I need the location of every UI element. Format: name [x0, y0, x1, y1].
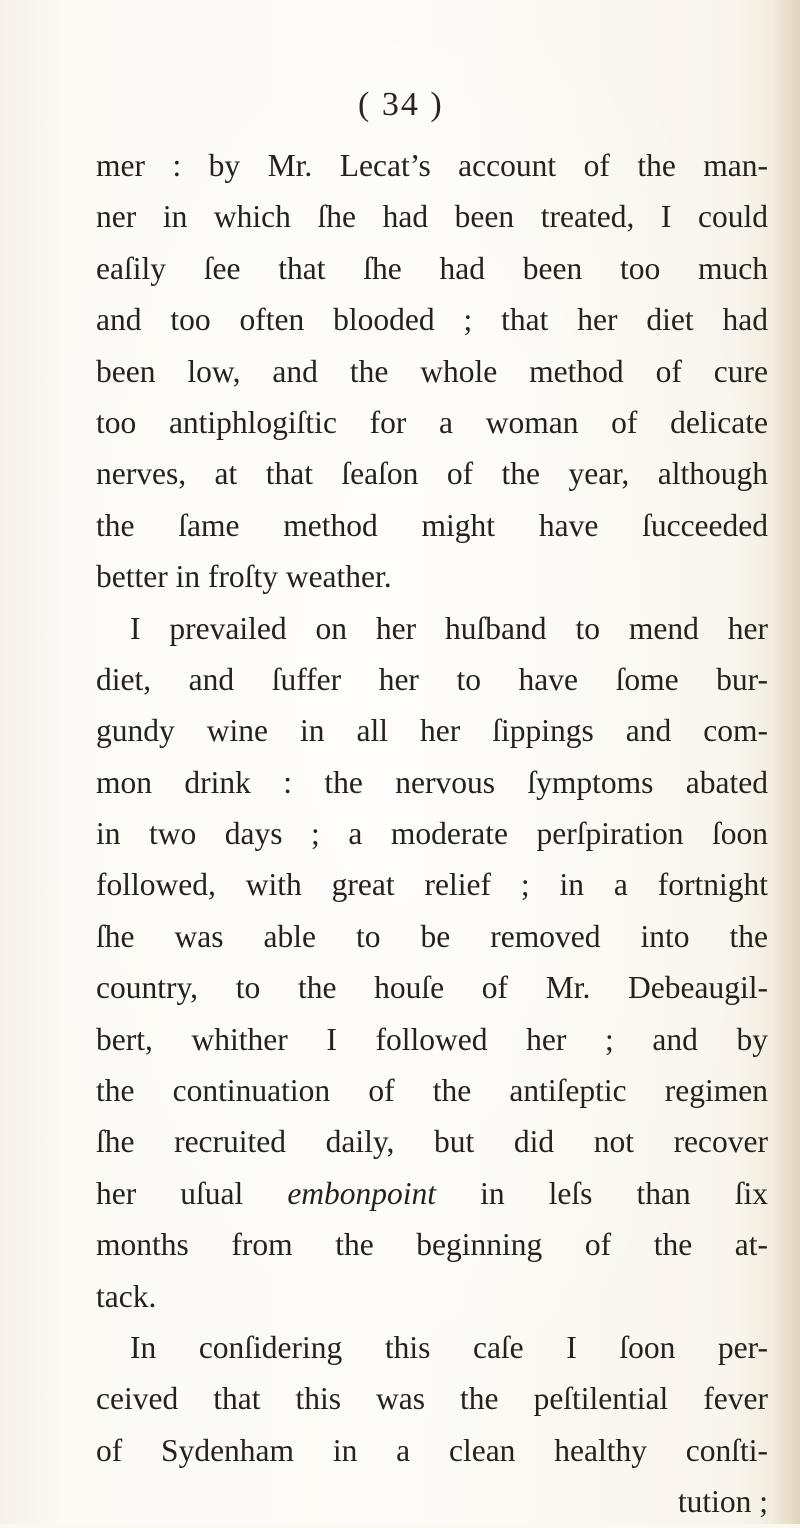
- text-line-14: in two days ; a moderate perſpiration ſoon: [96, 816, 768, 852]
- text-line-3: eaſily ſee that ſhe had been too much: [96, 250, 768, 286]
- text-line-4: and too often blooded ; that her diet had: [96, 302, 768, 338]
- text-line-6: too antiphlogiſtic for a woman of delicate: [96, 404, 768, 440]
- text-line-23: tack.: [96, 1278, 157, 1314]
- page-number: ( 34 ): [358, 86, 444, 123]
- text-line-16: ſhe was able to be removed into the: [96, 918, 768, 954]
- text-line-18: bert, whither I followed her ; and by: [96, 1021, 768, 1057]
- text-line-10: I prevailed on her huſband to mend her: [130, 610, 768, 646]
- text-line-5: been low, and the whole method of cure: [96, 353, 768, 389]
- text-line-19: the continuation of the antiſeptic regimen: [96, 1073, 768, 1109]
- text-line-17: country, to the houſe of Mr. Debeaugil-: [96, 970, 768, 1006]
- page-edge-shadow: [772, 0, 800, 1524]
- text-line-27: tution ;: [677, 1484, 768, 1520]
- text-line-26: of Sydenham in a clean healthy conſti-: [96, 1432, 768, 1468]
- text-line-21: her uſual embonpoint in leſs than ſix: [96, 1175, 768, 1211]
- text-line-25: ceived that this was the peſtilential fever: [96, 1381, 768, 1417]
- text-line-24: In conſidering this caſe I ſoon per-: [130, 1329, 768, 1365]
- text-line-20: ſhe recruited daily, but did not recover: [96, 1124, 768, 1160]
- text-line-13: mon drink : the nervous ſymptoms abated: [96, 764, 768, 800]
- text-line-8: the ſame method might have ſucceeded: [96, 507, 768, 543]
- italic-term: embonpoint: [287, 1175, 437, 1211]
- text-line-15: followed, with great relief ; in a fortnight: [96, 867, 768, 903]
- body-text: [96, 140, 768, 1528]
- text-line-12: gundy wine in all her ſippings and com-: [96, 713, 768, 749]
- text-line-7: nerves, at that ſeaſon of the year, although: [96, 456, 768, 492]
- text-line-1: mer : by Mr. Lecat’s account of the man-: [96, 148, 768, 183]
- text-line-11: diet, and ſuffer her to have ſome bur-: [96, 661, 768, 697]
- text-line-22: months from the beginning of the at-: [96, 1227, 768, 1263]
- text-line-9: better in froſty weather.: [96, 559, 392, 595]
- text-line-2: ner in which ſhe had been treated, I could: [96, 199, 768, 235]
